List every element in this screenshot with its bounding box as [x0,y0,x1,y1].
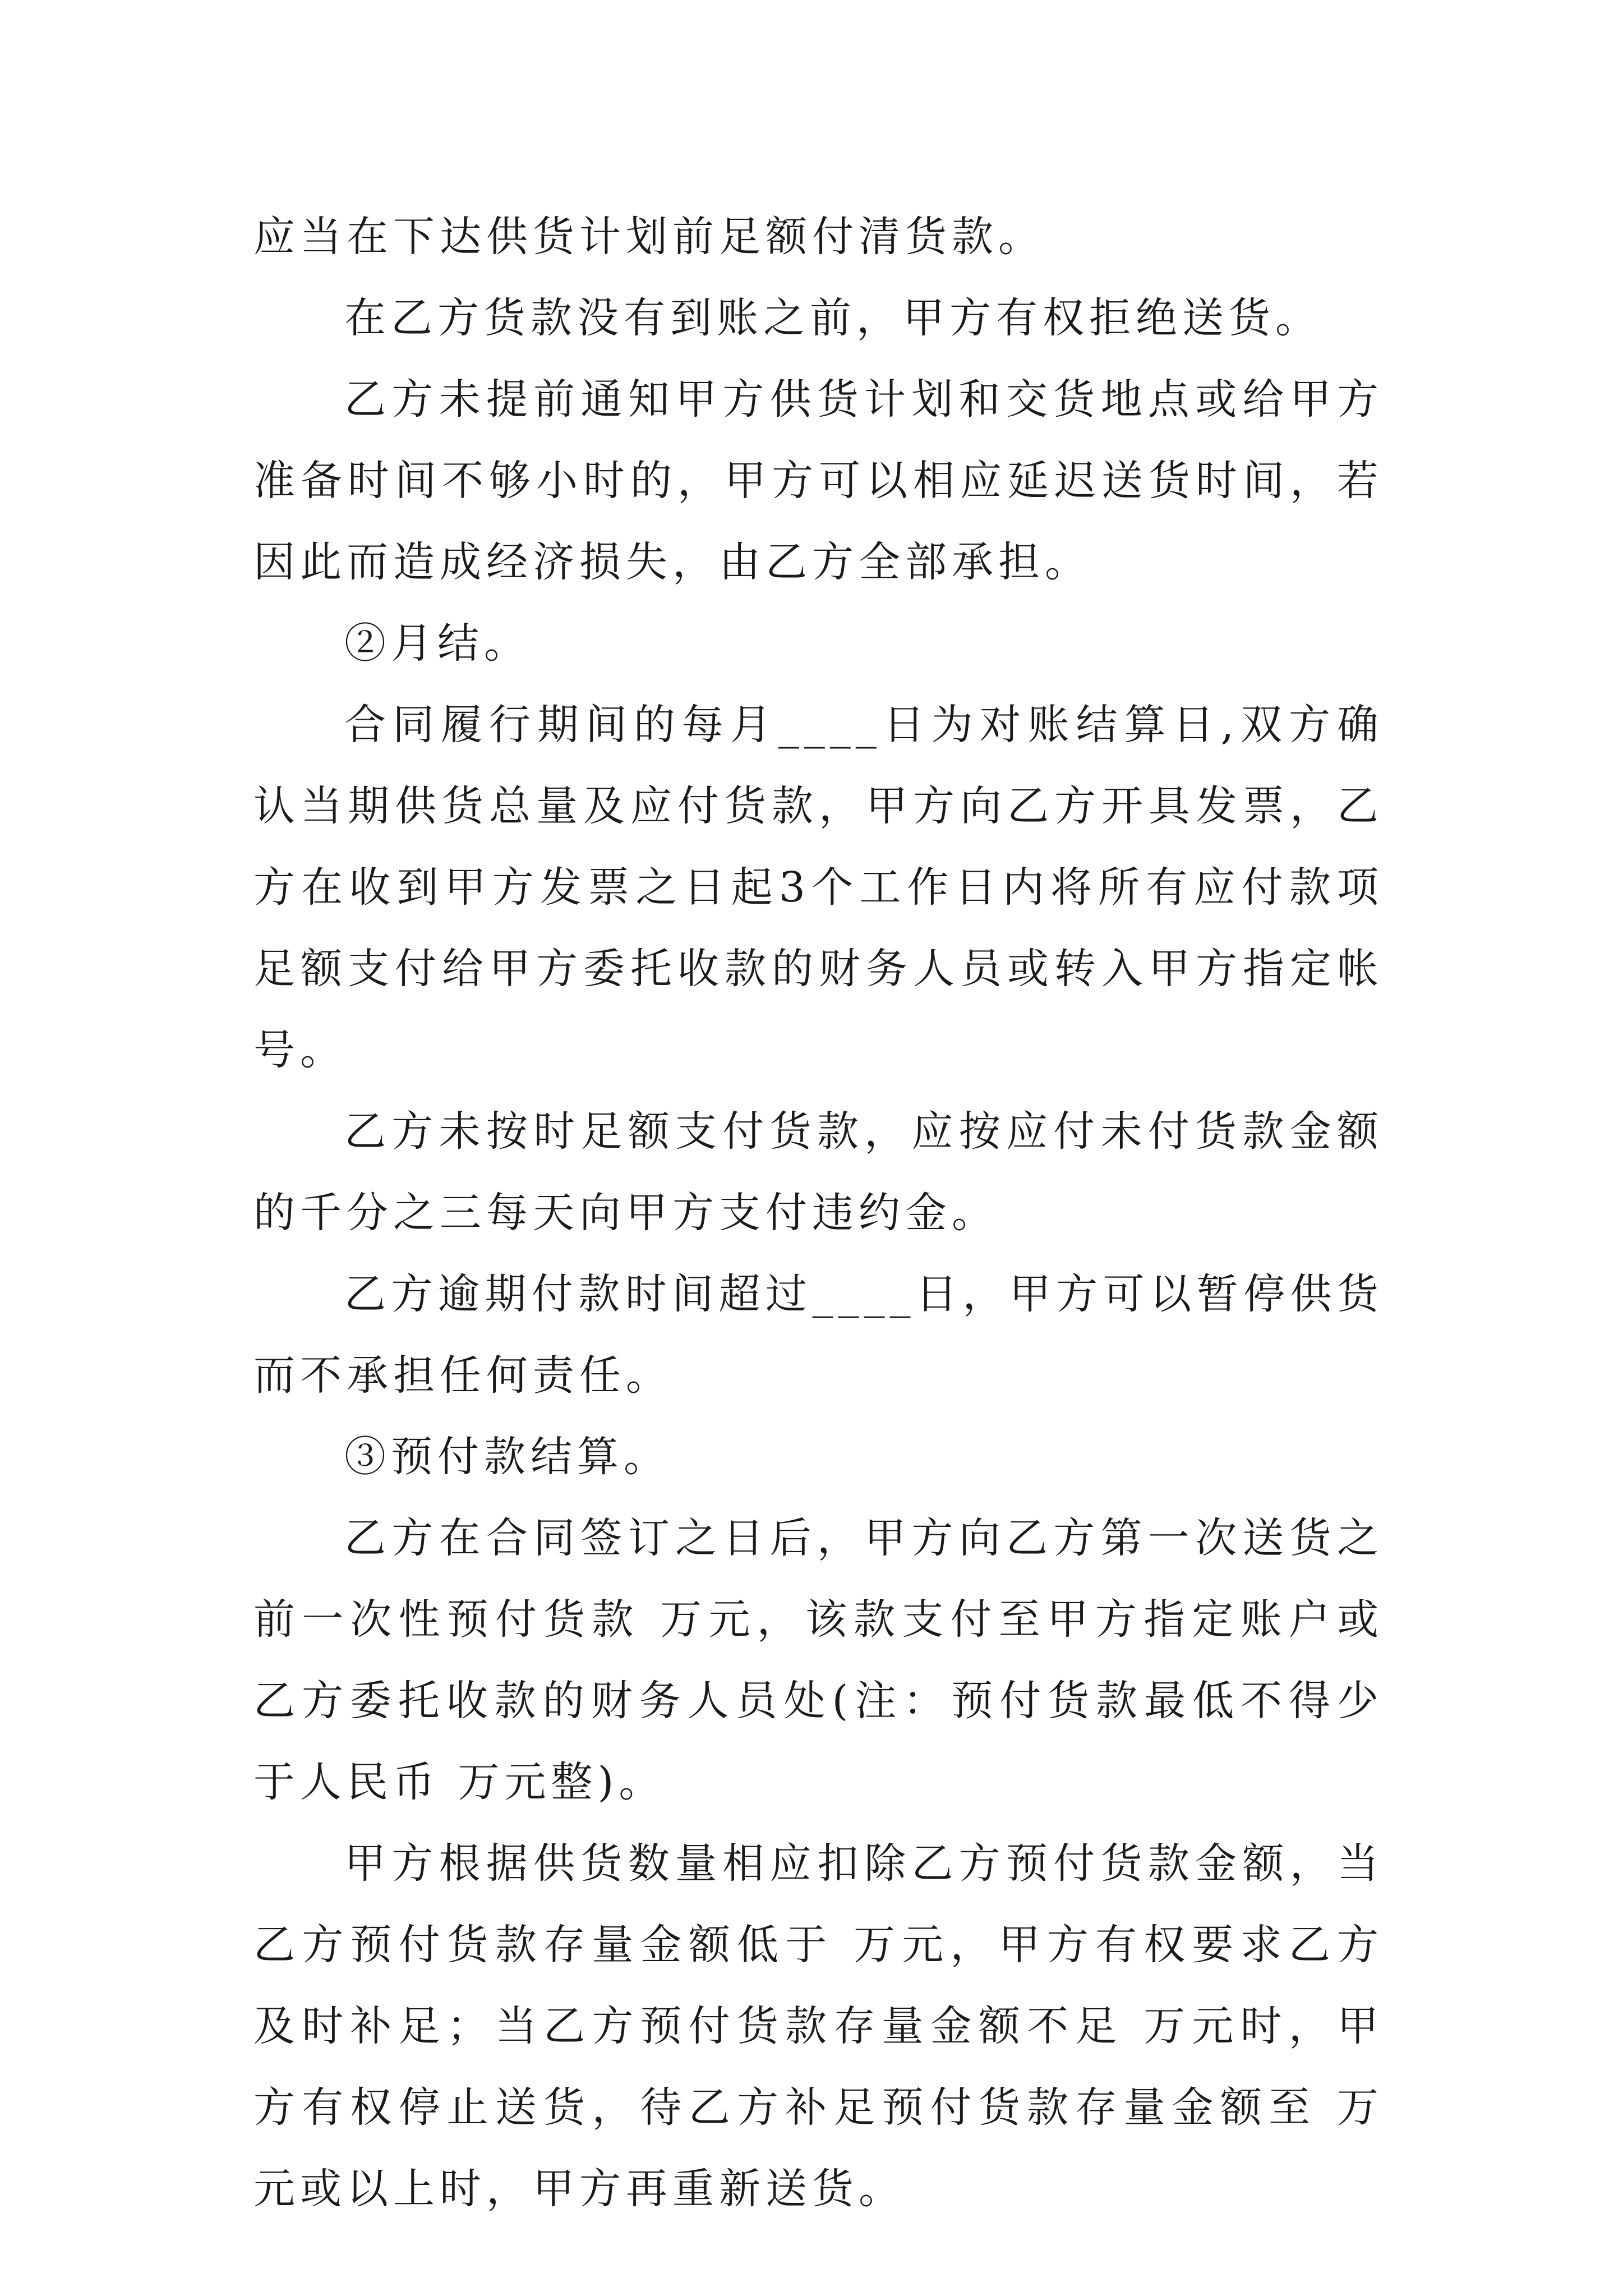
paragraph-1: 应当在下达供货计划前足额付清货款。 [253,213,1045,261]
paragraph-5: 合同履行期间的每月____日为对账结算日,双方确认当期供货总量及应付货款，甲方向乙方开具发票，乙方在收到甲方发票之日起3个工作日内将所有应付款项足额支付给甲方委托收款的财务人员或转入甲方指定帐号。 [253,701,1384,1074]
paragraph-6: 乙方未按时足额支付货款，应按应付未付货款金额的千分之三每天向甲方支付违约金。 [253,1107,1384,1237]
paragraph-4-heading-monthly: ②月结。 [344,619,531,668]
paragraph-3: 乙方未提前通知甲方供货计划和交货地点或给甲方准备时间不够小时的，甲方可以相应延迟送货时间，若因此而造成经济损失，由乙方全部承担。 [253,375,1384,586]
paragraph-7: 乙方逾期付款时间超过____日，甲方可以暂停供货而不承担任何责任。 [253,1270,1384,1400]
document-body [253,196,1384,2230]
paragraph-2: 在乙方货款没有到账之前，甲方有权拒绝送货。 [344,294,1322,342]
paragraph-10: 甲方根据供货数量相应扣除乙方预付货款金额，当乙方预付货款存量金额低于 万元，甲方有权要求乙方及时补足；当乙方预付货款存量金额不足 万元时，甲方有权停止送货，待乙方补足预付货款存量金额至 万元或以上时，甲方再重新送货。 [253,1839,1384,2213]
paragraph-9: 乙方在合同签订之日后，甲方向乙方第一次送货之前一次性预付货款 万元，该款支付至甲方指定账户或乙方委托收款的财务人员处(注：预付货款最低不得少于人民币 万元整)。 [253,1514,1384,1806]
paragraph-8-heading-prepayment: ③预付款结算。 [344,1433,670,1481]
